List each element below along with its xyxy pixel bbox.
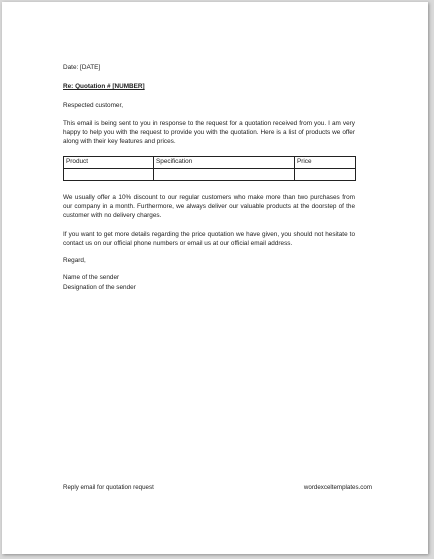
discount-paragraph: We usually offer a 10% discount to our regular customers who make more than two purchases from our company in a month. Furthermore, we always deliver our valuable products at the doorstep of the customer with no delivery charges.: [63, 193, 355, 220]
header-product: Product: [64, 156, 154, 168]
table-header-row: [64, 156, 356, 168]
subject-line: Re: Quotation # [NUMBER]: [63, 83, 145, 91]
intro-paragraph: This email is being sent to you in response to the request for a quotation received from you. I am very happy to help you with the request to provide you with the quotation. Here is a list of products we offer along with their key features and prices.: [63, 119, 355, 146]
table-cell: [64, 168, 154, 180]
salutation: Respected customer,: [63, 101, 124, 109]
contact-paragraph: If you want to get more details regarding the price quotation we have given, you should not hesitate to contact us on our official phone numbers or email us at our official email address.: [63, 230, 355, 247]
closing: Regard,: [63, 257, 86, 265]
sender-designation: Designation of the sender: [63, 283, 136, 291]
sender-name: Name of the sender: [63, 274, 120, 282]
document-page: [2, 2, 428, 554]
table-cell: [154, 168, 295, 180]
footer-website: wordexceltemplates.com: [303, 484, 372, 491]
footer-title: Reply email for quotation request: [63, 484, 154, 491]
products-table: [63, 156, 356, 181]
header-price: Price: [295, 156, 356, 168]
table-cell: [295, 168, 356, 180]
letter-body: [63, 63, 355, 292]
header-specification: Specification: [154, 156, 295, 168]
table-row: [64, 168, 356, 180]
date-line: Date: [DATE]: [63, 64, 101, 71]
